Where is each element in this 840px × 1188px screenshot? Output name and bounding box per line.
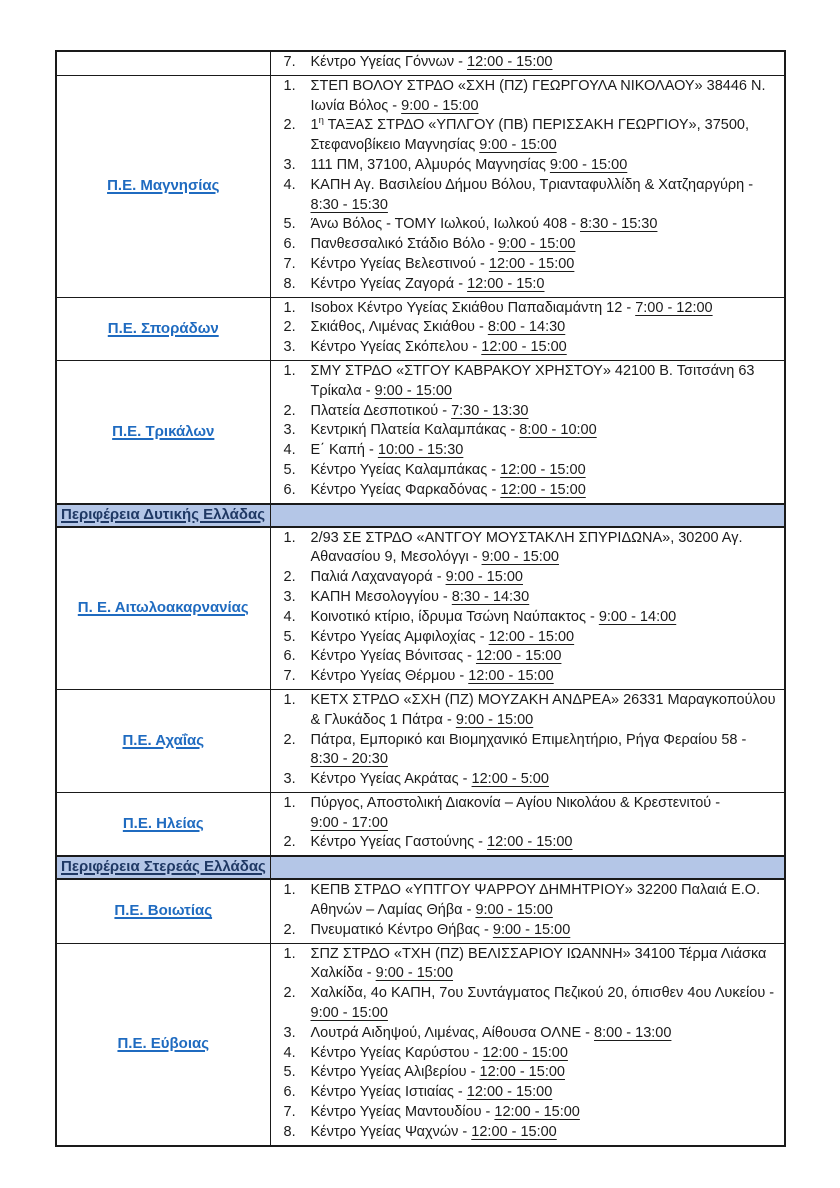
item-number: 5. (283, 1064, 296, 1081)
hours: 9:00 - 15:00 (401, 97, 479, 114)
location-item (271, 568, 781, 588)
location-item (271, 77, 781, 117)
location-item (271, 481, 781, 501)
location-text: Κέντρο Υγείας Ζαγορά - 12:00 - 15:0 (310, 275, 545, 292)
hours: 9:00 - 15:00 (481, 549, 559, 566)
hours: 12:00 - 15:00 (494, 1104, 580, 1121)
location-item (271, 53, 781, 73)
location-item (271, 338, 781, 358)
region-link[interactable]: Π.Ε. Μαγνησίας (107, 177, 220, 195)
location-text: $1^\eta$ ΤΑΞΑΣ ΣΤΡΔΟ «ΥΠΛΓΟΥ (ΠΒ) ΠΕΡΙΣΣΑΚΗ ΓΕΩΡΓΙΟΥ», 37500, Στεφανοβίκειο Μαγνησίας 9:00 - 15:00 (310, 115, 749, 154)
location-text: Ε΄ Καπή - 10:00 - 15:30 (310, 442, 464, 459)
hours: 12:00 - 15:00 (488, 628, 575, 645)
hours: 12:00 - 15:00 (471, 1123, 557, 1140)
hours: 10:00 - 15:30 (377, 442, 464, 459)
hours: 12:00 - 15:00 (466, 1084, 553, 1101)
item-number: 1. (283, 362, 296, 379)
region-name-cell (56, 297, 270, 360)
location-item (271, 921, 781, 941)
location-item (271, 176, 781, 216)
location-item (271, 318, 781, 338)
location-item (271, 1044, 781, 1064)
item-number: 1. (283, 299, 296, 316)
hours: 12:00 - 15:0 (467, 275, 545, 292)
location-text: Χαλκίδα, 4ο ΚΑΠΗ, 7ου Συντάγματος Πεζικού 20, όπισθεν 4ου Λυκείου - 9:00 - 15:00 (310, 985, 775, 1022)
item-number: 1. (283, 794, 296, 811)
location-text: Κέντρο Υγείας Φαρκαδόνας - 12:00 - 15:00 (310, 481, 586, 498)
location-text: Πανθεσσαλικό Στάδιο Βόλο - 9:00 - 15:00 (310, 236, 576, 253)
item-number: 2. (283, 921, 296, 938)
location-text: Παλιά Λαχαναγορά - 9:00 - 15:00 (310, 569, 523, 586)
band-label-link[interactable]: Περιφέρεια Δυτικής Ελλάδας (61, 505, 266, 523)
hours: 9:00 - 15:00 (375, 965, 454, 982)
region-name-cell-empty (56, 51, 270, 75)
item-number: 1. (283, 691, 296, 708)
location-item (271, 362, 781, 402)
location-text: Κέντρο Υγείας Καλαμπάκας - 12:00 - 15:00 (310, 461, 586, 478)
location-text: Κέντρο Υγείας Καρύστου - 12:00 - 15:00 (310, 1044, 568, 1061)
region-row (56, 360, 785, 503)
location-text: Άνω Βόλος - ΤΟΜΥ Ιωλκού, Ιωλκού 408 - 8:30 - 15:30 (310, 216, 658, 233)
location-item (271, 255, 781, 275)
location-text: Κέντρο Υγείας Γαστούνης - 12:00 - 15:00 (310, 834, 573, 851)
hours: 12:00 - 15:00 (481, 339, 567, 356)
location-text: Κοινοτικό κτίριο, ίδρυμα Τσώνη Ναύπακτος - 9:00 - 14:00 (310, 608, 677, 625)
item-number: 3. (283, 588, 296, 605)
location-item (271, 461, 781, 481)
region-row (56, 75, 785, 297)
hours: 8:00 - 10:00 (519, 422, 597, 439)
location-text: Σκιάθος, Λιμένας Σκιάθου - 8:00 - 14:30 (310, 319, 566, 336)
hours: 8:00 - 13:00 (594, 1024, 672, 1041)
location-item (271, 215, 781, 235)
location-text: 111 ΠΜ, 37100, Αλμυρός Μαγνησίας 9:00 - 15:00 (310, 156, 628, 173)
location-text: Κέντρο Υγείας Αλιβερίου - 12:00 - 15:00 (310, 1064, 565, 1081)
locations-cell (270, 75, 785, 297)
region-link[interactable]: Π.Ε. Τρικάλων (112, 422, 215, 440)
item-number: 2. (283, 834, 296, 851)
hours: 9:00 - 15:00 (310, 1005, 388, 1022)
item-number: 2. (283, 402, 296, 419)
hours: 12:00 - 5:00 (471, 771, 549, 788)
location-item (271, 647, 781, 667)
location-item (271, 691, 781, 731)
location-text: Isobox Κέντρο Υγείας Σκιάθου Παπαδιαμάντη 12 - 7:00 - 12:00 (310, 299, 713, 316)
item-number: 3. (283, 156, 296, 173)
region-name-cell (56, 689, 270, 792)
item-number: 2. (283, 117, 296, 134)
item-number: 1. (283, 77, 296, 94)
location-text: Κέντρο Υγείας Βόνιτσας - 12:00 - 15:00 (310, 648, 562, 665)
hours: 12:00 - 15:00 (488, 255, 575, 272)
hours: 7:00 - 12:00 (635, 299, 713, 316)
hours: 12:00 - 15:00 (467, 54, 553, 70)
location-item (271, 156, 781, 176)
item-number: 6. (283, 481, 296, 498)
region-row (56, 792, 785, 856)
item-number: 4. (283, 608, 296, 625)
region-link[interactable]: Π. Ε. Αιτωλοακαρνανίας (77, 599, 249, 617)
location-item (271, 235, 781, 255)
item-number: 4. (283, 1044, 296, 1061)
hours: 9:00 - 15:00 (455, 711, 534, 728)
band-label-cell (56, 504, 270, 527)
band-empty-cell (270, 856, 785, 879)
item-number: 7. (283, 54, 296, 70)
location-item (271, 421, 781, 441)
hours: 9:00 - 15:00 (475, 902, 553, 919)
location-item (271, 299, 781, 319)
item-number: 2. (283, 985, 296, 1002)
location-item (271, 1123, 781, 1143)
superscript: η (318, 115, 324, 127)
hours: 8:30 - 14:30 (451, 588, 530, 605)
region-link[interactable]: Π.Ε. Ηλείας (122, 815, 204, 833)
item-number: 1. (283, 945, 296, 962)
hours: 12:00 - 15:00 (500, 461, 586, 478)
location-text: Πύργος, Αποστολική Διακονία – Αγίου Νικολάου & Κρεστενιτού - 9:00 - 17:00 (310, 794, 721, 831)
region-link[interactable]: Π.Ε. Σποράδων (107, 319, 219, 337)
region-name-cell (56, 75, 270, 297)
location-item (271, 881, 781, 921)
region-name-cell (56, 943, 270, 1145)
region-link[interactable]: Π.Ε. Αχαΐας (122, 731, 205, 749)
locations-cell (270, 879, 785, 943)
location-text: ΣΜΥ ΣΤΡΔΟ «ΣΤΓΟΥ ΚΑΒΡΑΚΟΥ ΧΡΗΣΤΟΥ» 42100 Β. Τσιτσάνη 63 Τρίκαλα - 9:00 - 15:00 (310, 362, 755, 399)
hours: 8:30 - 20:30 (310, 751, 388, 768)
hours: 12:00 - 15:00 (475, 648, 562, 665)
band-row (56, 504, 785, 527)
hours: 9:00 - 17:00 (310, 814, 388, 831)
location-item (271, 945, 781, 985)
item-number: 3. (283, 422, 296, 439)
hours: 12:00 - 15:00 (487, 834, 573, 851)
locations-cell (270, 689, 785, 792)
continuation-row (56, 51, 785, 75)
location-item (271, 770, 781, 790)
location-text: Κέντρο Υγείας Αμφιλοχίας - 12:00 - 15:00 (310, 628, 575, 645)
hours: 8:00 - 14:30 (487, 319, 566, 336)
location-text: ΣΤΕΠ ΒΟΛΟΥ ΣΤΡΔΟ «ΣΧΗ (ΠΖ) ΓΕΩΡΓΟΥΛΑ ΝΙΚΟΛΑΟΥ» 38446 Ν. Ιωνία Βόλος - 9:00 - 15:00 (310, 77, 766, 114)
location-text: Κέντρο Υγείας Ιστιαίας - 12:00 - 15:00 (310, 1084, 553, 1101)
location-item (271, 402, 781, 422)
location-text: Πλατεία Δεσποτικού - 7:30 - 13:30 (310, 402, 529, 419)
item-number: 8. (283, 1123, 296, 1140)
location-item (271, 984, 781, 1024)
hours: 7:30 - 13:30 (451, 402, 529, 419)
item-number: 1. (283, 529, 296, 546)
location-text: Κέντρο Υγείας Θέρμου - 12:00 - 15:00 (310, 668, 554, 685)
locations-cell (270, 360, 785, 503)
location-item (271, 833, 781, 853)
item-number: 6. (283, 236, 296, 253)
item-number: 5. (283, 216, 296, 233)
location-text: Κέντρο Υγείας Βελεστινού - 12:00 - 15:00 (310, 255, 575, 272)
location-text: Λουτρά Αιδηψού, Λιμένας, Αίθουσα ΟΛΝΕ - 8:00 - 13:00 (310, 1024, 672, 1041)
item-number: 7. (283, 668, 296, 685)
location-text: Κέντρο Υγείας Γόννων - 12:00 - 15:00 (310, 54, 553, 70)
item-number: 5. (283, 461, 296, 478)
item-number: 8. (283, 275, 296, 292)
location-item (271, 1103, 781, 1123)
location-text: ΣΠΖ ΣΤΡΔΟ «ΤΧΗ (ΠΖ) ΒΕΛΙΣΣΑΡΙΟΥ ΙΩΑΝΝΗ» 34100 Τέρμα Λιάσκα Χαλκίδα - 9:00 - 15:00 (310, 945, 767, 982)
hours: 9:00 - 15:00 (445, 569, 523, 586)
region-name-cell (56, 792, 270, 856)
item-number: 6. (283, 1084, 296, 1101)
location-text: Κεντρική Πλατεία Καλαμπάκας - 8:00 - 10:00 (310, 422, 597, 439)
location-item (271, 275, 781, 295)
region-row (56, 297, 785, 360)
regions-table (55, 50, 786, 1147)
location-text: ΚΑΠΗ Αγ. Βασιλείου Δήμου Βόλου, Τριανταφυλλίδη & Χατζηαργύρη - 8:30 - 15:30 (310, 176, 754, 213)
location-item (271, 628, 781, 648)
hours: 9:00 - 15:00 (374, 382, 452, 399)
regions-table-body (56, 51, 785, 1146)
location-item (271, 608, 781, 628)
hours: 9:00 - 15:00 (479, 137, 557, 154)
location-item (271, 116, 781, 156)
hours: 9:00 - 14:00 (598, 608, 677, 625)
band-label-cell (56, 856, 270, 879)
region-row (56, 527, 785, 690)
location-item (271, 1083, 781, 1103)
location-text: ΚΑΠΗ Μεσολογγίου - 8:30 - 14:30 (310, 588, 530, 605)
region-name-cell (56, 360, 270, 503)
locations-cell (270, 297, 785, 360)
location-text: Πάτρα, Εμπορικό και Βιομηχανικό Επιμελητήριο, Ρήγα Φεραίου 58 - 8:30 - 20:30 (310, 731, 747, 768)
hours: 9:00 - 15:00 (492, 921, 571, 938)
hours: 8:30 - 15:30 (580, 216, 658, 233)
item-number: 6. (283, 648, 296, 665)
location-item (271, 529, 781, 569)
locations-cell (270, 792, 785, 856)
region-name-cell (56, 879, 270, 943)
item-number: 2. (283, 319, 296, 336)
locations-cell (270, 943, 785, 1145)
location-item (271, 441, 781, 461)
region-row (56, 879, 785, 943)
region-link[interactable]: Π.Ε. Βοιωτίας (114, 902, 213, 920)
item-number: 7. (283, 255, 296, 272)
hours: 12:00 - 15:00 (500, 481, 586, 498)
band-empty-cell (270, 504, 785, 527)
hours: 12:00 - 15:00 (479, 1064, 565, 1081)
item-number: 3. (283, 339, 296, 356)
item-number: 3. (283, 1024, 296, 1041)
location-text: ΚΕΤΧ ΣΤΡΔΟ «ΣΧΗ (ΠΖ) ΜΟΥΖΑΚΗ ΑΝΔΡΕΑ» 26331 Μαραγκοπούλου & Γλυκάδος 1 Πάτρα - 9:00 - 15:00 (310, 691, 776, 728)
band-label-link[interactable]: Περιφέρεια Στερεάς Ελλάδας (61, 858, 266, 876)
location-item (271, 794, 781, 834)
hours: 12:00 - 15:00 (468, 668, 554, 685)
location-text: Κέντρο Υγείας Μαντουδίου - 12:00 - 15:00 (310, 1104, 580, 1121)
region-name-cell (56, 527, 270, 690)
hours: 9:00 - 15:00 (498, 236, 576, 253)
hours: 9:00 - 15:00 (549, 156, 628, 173)
region-row (56, 943, 785, 1145)
item-number: 5. (283, 628, 296, 645)
locations-cell (270, 527, 785, 690)
location-item (271, 588, 781, 608)
region-link[interactable]: Π.Ε. Εύβοιας (117, 1035, 210, 1053)
location-text: Πνευματικό Κέντρο Θήβας - 9:00 - 15:00 (310, 921, 571, 938)
location-text: Κέντρο Υγείας Ακράτας - 12:00 - 5:00 (310, 771, 549, 788)
item-number: 3. (283, 771, 296, 788)
location-item (271, 1063, 781, 1083)
region-row (56, 689, 785, 792)
item-number: 2. (283, 731, 296, 748)
item-number: 1. (283, 882, 296, 899)
location-text: 2/93 ΣΕ ΣΤΡΔΟ «ΑΝΤΓΟΥ ΜΟΥΣΤΑΚΛΗ ΣΠΥΡΙΔΩΝΑ», 30200 Αγ. Αθανασίου 9, Μεσολόγγι - 9:00 - 15:00 (310, 529, 743, 566)
item-number: 4. (283, 176, 296, 193)
item-number: 2. (283, 569, 296, 586)
item-number: 7. (283, 1104, 296, 1121)
hours: 12:00 - 15:00 (482, 1044, 568, 1061)
locations-cell (270, 51, 785, 75)
location-text: ΚΕΠΒ ΣΤΡΔΟ «ΥΠΤΓΟΥ ΨΑΡΡΟΥ ΔΗΜΗΤΡΙΟΥ» 32200 Παλαιά Ε.Ο. Αθηνών – Λαμίας Θήβα - 9:00 - 15:00 (310, 882, 761, 919)
item-number: 4. (283, 442, 296, 459)
location-item (271, 731, 781, 771)
location-item (271, 667, 781, 687)
location-text: Κέντρο Υγείας Σκόπελου - 12:00 - 15:00 (310, 339, 567, 356)
location-text: Κέντρο Υγείας Ψαχνών - 12:00 - 15:00 (310, 1123, 557, 1140)
band-row (56, 856, 785, 879)
location-item (271, 1024, 781, 1044)
hours: 8:30 - 15:30 (310, 196, 388, 213)
